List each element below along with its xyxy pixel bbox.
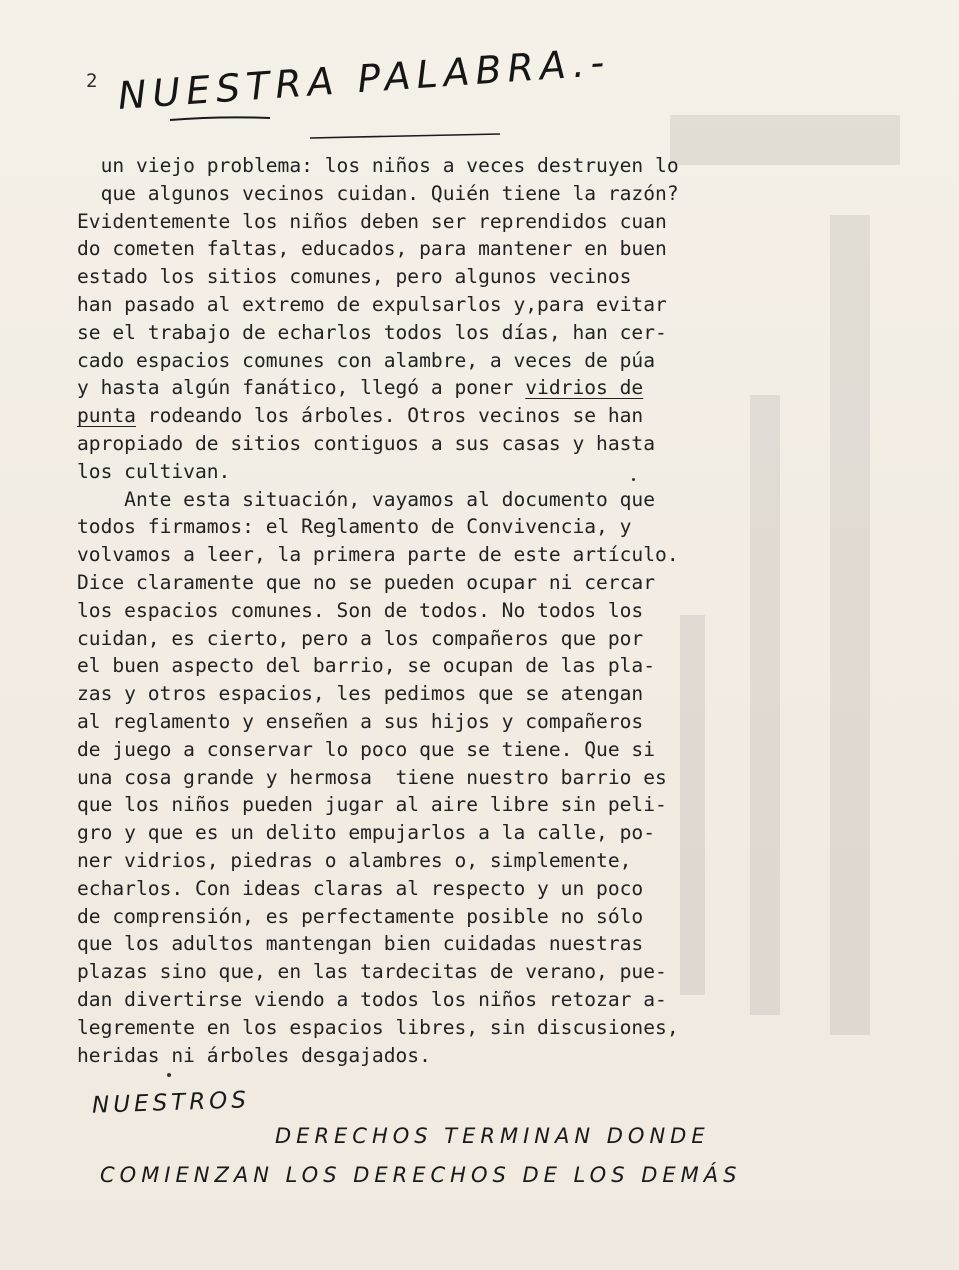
heading-underline [110,58,590,148]
ink-dot [632,478,635,481]
handwritten-line-1: NUESTROS [91,1087,251,1119]
body-line: apropiado de sitios contiguos a sus casas y hasta [77,431,656,455]
body-line: rodeando los árboles. Otros vecinos se han [135,404,644,428]
body-line: y hasta algún fanático, llegó a poner [77,376,526,400]
body-line: gro y que es un delito empujarlos a la calle, po- [77,821,656,845]
body-line: que algunos vecinos cuidan. Quién tiene la razón? [77,181,679,205]
body-line: de comprensión, es perfectamente posible no sólo [77,904,644,928]
body-line: un viejo problema: los niños a veces destruyen lo [77,154,679,177]
body-line: de juego a conservar lo poco que se tiene. Que si [77,737,656,761]
body-line: dan divertirse viendo a todos los niños retozar a- [77,987,667,1011]
ink-dot [167,1073,171,1077]
body-line: que los niños pueden jugar al aire libre sin peli- [77,793,667,817]
body-line: cado espacios comunes con alambre, a veces de púa [77,348,656,372]
body-line: zas y otros espacios, les pedimos que se atengan [77,682,644,706]
underlined-phrase: punta [77,404,136,428]
body-line: Evidentemente los niños deben ser reprendidos cuan [77,209,667,233]
article-body [77,152,837,1069]
body-line: al reglamento y enseñen a sus hijos y compañeros [77,709,644,733]
body-line: los espacios comunes. Son de todos. No todos los [77,598,644,622]
body-line: do cometen faltas, educados, para mantener en buen [77,237,667,261]
body-line: estado los sitios comunes, pero algunos vecinos [77,265,632,289]
heading-title: NUESTRA PALABRA.- [116,39,612,118]
body-line: volvamos a leer, la primera parte de este artículo. [77,543,679,567]
handwritten-line-3: COMIENZAN LOS DERECHOS DE LOS DEMÁS [100,1163,742,1187]
body-line: cuidan, es cierto, pero a los compañeros que por [77,626,644,650]
body-line: echarlos. Con ideas claras al respecto y un poco [77,876,644,900]
page-number: 2 [86,70,98,92]
body-line: una cosa grande y hermosa tiene nuestro barrio es [77,765,667,789]
handwritten-line-2: DERECHOS TERMINAN DONDE [275,1124,710,1148]
body-line: se el trabajo de echarlos todos los días, han cer- [77,320,667,344]
body-line: plazas sino que, en las tardecitas de verano, pue- [77,960,667,984]
body-line: han pasado al extremo de expulsarlos y,para evitar [77,292,667,316]
body-line: Ante esta situación, vayamos al documento que [77,487,656,511]
underlined-phrase: vidrios de [525,376,644,400]
body-line: ner vidrios, piedras o alambres o, simplemente, [77,848,632,872]
body-line: el buen aspecto del barrio, se ocupan de las pla- [77,654,656,678]
body-line: heridas ni árboles desgajados. [77,1043,431,1067]
body-line: que los adultos mantengan bien cuidadas nuestras [77,932,644,956]
body-line: todos firmamos: el Reglamento de Convivencia, y [77,515,632,539]
heading [110,39,612,148]
body-line: legremente en los espacios libres, sin discusiones, [77,1015,679,1039]
body-line: Dice claramente que no se pueden ocupar ni cercar [77,570,656,594]
body-line: los cultivan. [77,459,231,483]
